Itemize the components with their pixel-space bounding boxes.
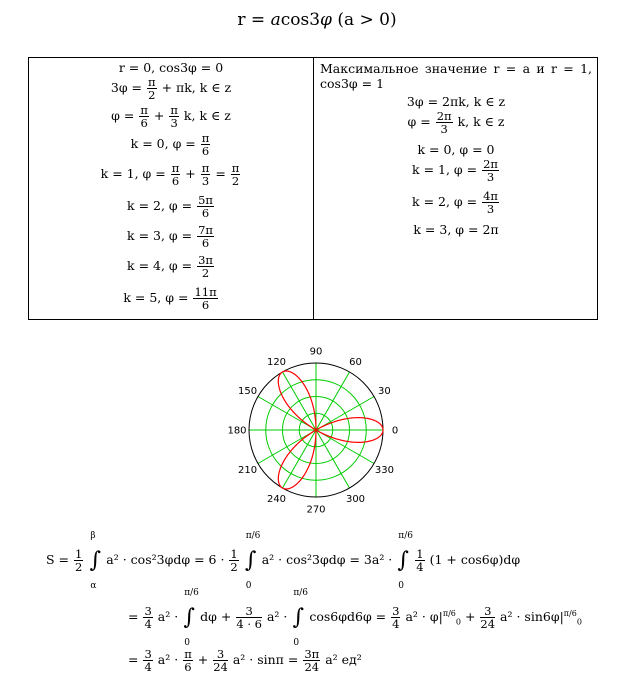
left-line-3: φ = $\frac{\pi}{6}$ + $\frac{\pi}{3}$ k, k ∈ z	[111, 103, 231, 131]
integral-sign: ∫ π/6 0	[292, 588, 309, 649]
polar-plot	[206, 330, 426, 530]
solution-table	[28, 57, 598, 320]
angle-label-60: 60	[349, 357, 362, 369]
integral-line-1: S = $\frac{1}{2}$ ∫ β α a² · cos²3φdφ = 6 · $\frac{1}{2}$ ∫ π/6 0 a² · cos²3φdφ = 3a² · ∫ π/6 0 $\frac{1}{4}$ (1 + cos6φ)dφ	[46, 531, 521, 592]
angle-label-210: 210	[238, 465, 258, 476]
right-line-4: k = 1, φ = $\frac{2\pi}{3}$	[412, 157, 498, 185]
grid-ray-300	[316, 430, 350, 488]
angle-label-330: 330	[374, 465, 394, 476]
angle-label-90: 90	[309, 346, 323, 358]
integral-line-3: = $\frac{3}{4}$ a² · $\frac{\pi}{6}$ + $\frac{3}{24}$ a² · sinπ = $\frac{3\pi}{24}$ a² ед²	[128, 647, 362, 675]
angle-label-0: 0	[391, 425, 399, 437]
left-line-2: 3φ = $\frac{\pi}{2}$ + πk, k ∈ z	[110, 75, 232, 103]
right-line-5: k = 2, φ = $\frac{4\pi}{3}$	[412, 189, 498, 217]
right-line-6: k = 3, φ = 2π	[413, 222, 499, 237]
angle-label-120: 120	[266, 357, 287, 369]
integral-sign: ∫ π/6 0	[183, 588, 199, 649]
angle-label-30: 30	[378, 386, 391, 397]
angle-label-180: 180	[227, 425, 247, 437]
angle-label-300: 300	[345, 493, 366, 505]
left-line-7: k = 3, φ = $\frac{7\pi}{6}$	[127, 223, 213, 251]
left-line-5: k = 1, φ = $\frac{\pi}{6}$ + $\frac{\pi}{3}$ = $\frac{\pi}{2}$	[100, 161, 240, 189]
formula-title: r = acos3φ (a > 0)	[237, 10, 397, 30]
left-line-6: k = 2, φ = $\frac{5\pi}{6}$	[127, 193, 213, 221]
left-line-9: k = 5, φ = $\frac{11\pi}{6}$	[123, 285, 217, 313]
right-description: Максимальное значение r = a и r = 1, cos3φ = 1	[320, 61, 592, 91]
angle-label-270: 270	[306, 504, 326, 516]
left-line-1: r = 0, cos3φ = 0	[118, 60, 224, 75]
angle-label-240: 240	[266, 493, 287, 505]
integral-sign: ∫ β α	[89, 531, 102, 592]
integral-line-2: = $\frac{3}{4}$ a² · ∫ π/6 0 dφ + $\frac{3}{4 \cdot 6}$ a² · ∫ π/6 0 cos6φd6φ = $\frac{3}{4}$ $a^2 \cdot \varphi|^{\pi/6}_0$ + $\frac{3}{24}$ $a^2 \cdot \sin 6\varphi|^{\pi/6}_0$	[128, 588, 582, 649]
integral-sign: ∫ π/6 0	[244, 531, 261, 592]
polar-plot-svg	[206, 330, 426, 530]
right-line-1: 3φ = 2πk, k ∈ z	[406, 94, 506, 109]
right-line-3: k = 0, φ = 0	[417, 142, 495, 157]
left-line-4: k = 0, φ = $\frac{\pi}{6}$	[130, 131, 210, 159]
angle-label-150: 150	[238, 386, 258, 397]
right-line-2: φ = $\frac{2\pi}{3}$ k, k ∈ z	[407, 109, 505, 137]
grid-ray-60	[316, 372, 350, 430]
integral-sign: ∫ π/6 0	[397, 531, 413, 592]
left-line-8: k = 4, φ = $\frac{3\pi}{2}$	[127, 253, 213, 281]
